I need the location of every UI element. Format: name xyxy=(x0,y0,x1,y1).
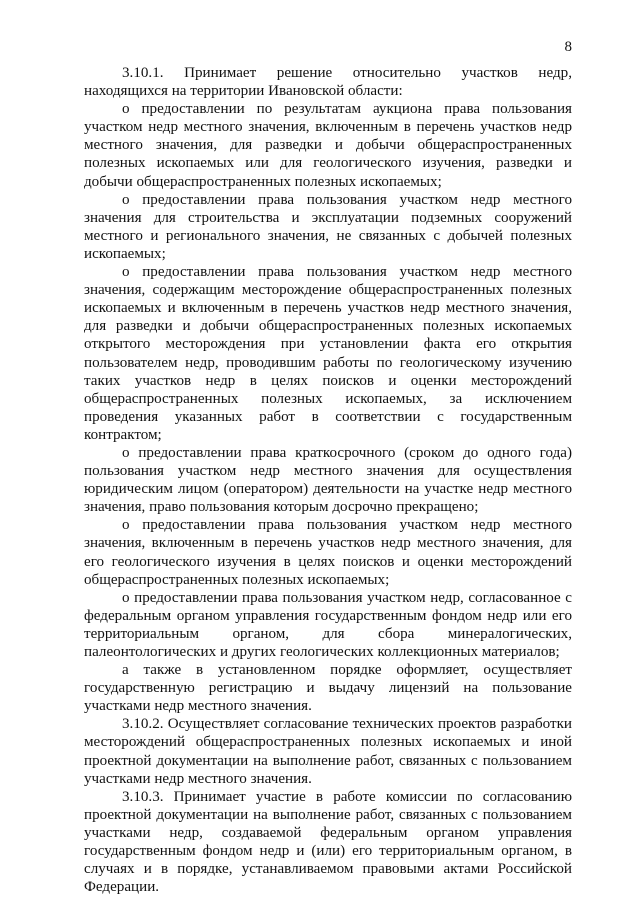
paragraph-collection-materials: о предоставлении права пользования участком недр, согласованное с федеральным органом управления государственным фондом недр или его территориальным органом, для сбора минералогических, палеонтологических и других геологических коллекционных материалов; xyxy=(84,589,572,660)
paragraph-short-term-use: о предоставлении права краткосрочного (сроком до одного года) пользования участком недр местного значения для осуществления юридическим лицом (оператором) деятельности на участке недр местного значения, право пользования которым досрочно прекращено; xyxy=(84,444,572,516)
paragraph-open-deposit: о предоставлении права пользования участком недр местного значения, содержащим месторождение общераспространенных полезных ископаемых и включенным в перечень участков недр местного значения, для разведки и добычи общераспространенных полезных ископаемых открытого месторождения при установлении факта его открытия пользователем недр, проводившим работы по геологическому изучению таких участков недр в целях поисков и оценки месторождений общераспространенных полезных ископаемых, за исключением проведения указанных работ в соответствии с государственным контрактом; xyxy=(84,264,572,443)
paragraph-3-10-2: 3.10.2. Осуществляет согласование технических проектов разработки месторождений общераспространенных полезных ископаемых и иной проектной документации на выполнение работ, связанных с пользованием участками недр местного значения. xyxy=(84,716,572,787)
paragraph-3-10-3: 3.10.3. Принимает участие в работе комиссии по согласованию проектной документации на выполнение работ, связанных с пользованием участками недр, создаваемой федеральным органом управления государственным фондом недр и (или) его территориальным органом, в случаях и в порядке, устанавливаемом правовыми актами Российской Федерации. xyxy=(84,788,572,896)
page-number: 8 xyxy=(564,39,572,55)
paragraph-auction-rights: о предоставлении по результатам аукциона права пользования участком недр местного значения, включенным в перечень участков недр местного значения, для разведки и добычи общераспространенных полезных ископаемых или для геологического изучения, разведки и добычи общераспространенных полезных ископаемых; xyxy=(84,101,572,190)
paragraph-licensing: а также в установленном порядке оформляет, осуществляет государственную регистрацию и выдачу лицензий на пользование участками недр местного значения. xyxy=(84,662,572,715)
paragraph-3-10-1: 3.10.1. Принимает решение относительно участков недр, находящихся на территории Ивановской области: xyxy=(84,65,572,100)
paragraph-geological-study: о предоставлении права пользования участком недр местного значения, включенным в перечень участков недр местного значения, для его геологического изучения в целях поисков и оценки месторождений общераспространенных полезных ископаемых; xyxy=(84,517,572,588)
paragraph-underground-structures: о предоставлении права пользования участком недр местного значения для строительства и эксплуатации подземных сооружений местного и регионального значения, не связанных с добычей полезных ископаемых; xyxy=(84,191,572,262)
document-body xyxy=(84,64,572,896)
